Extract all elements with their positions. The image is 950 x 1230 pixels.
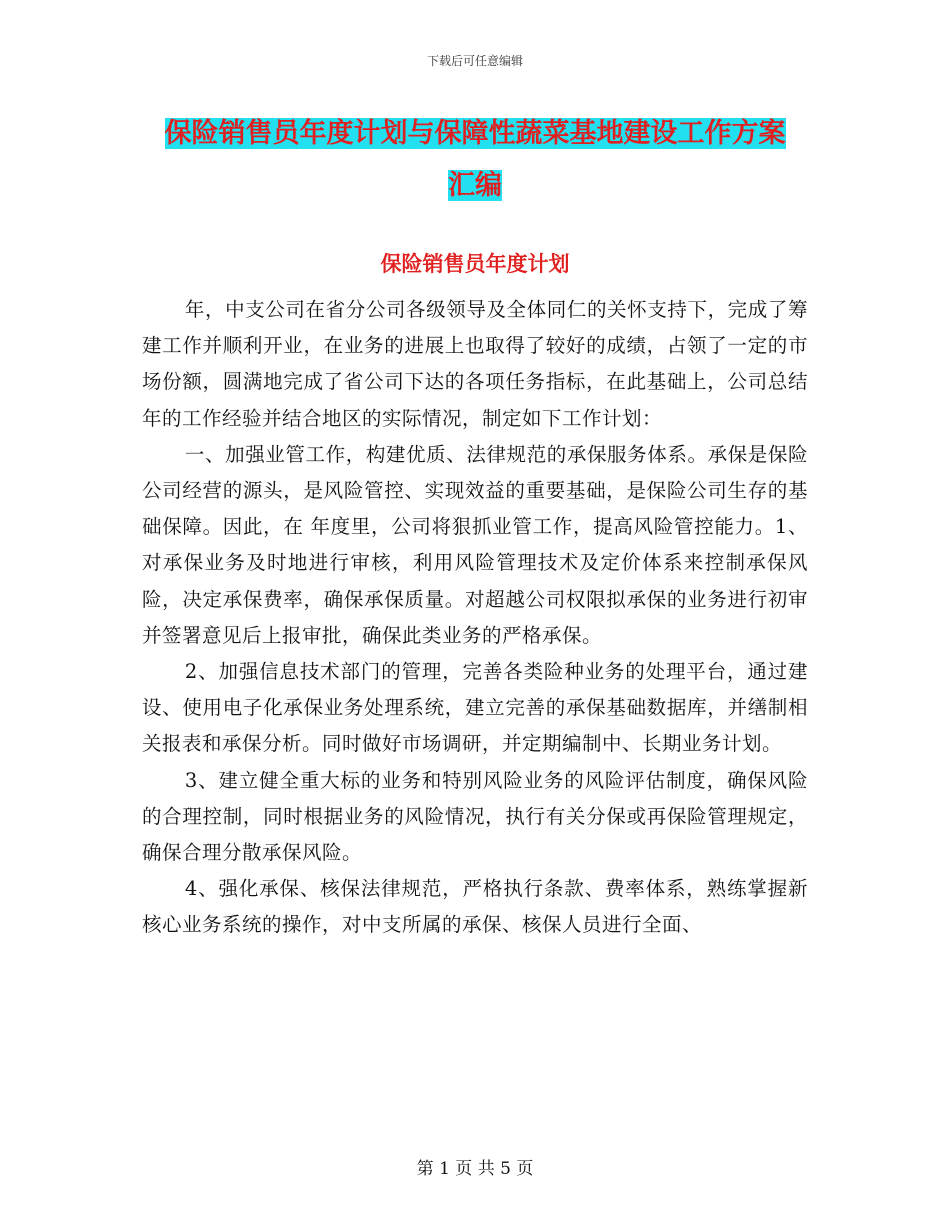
body-paragraph: 2、加强信息技术部门的管理，完善各类险种业务的处理平台，通过建设、使用电子化承保业务处理系统，建立完善的承保基础数据库，并缮制相关报表和承保分析。同时做好市场调研，并定期编制中、长期业务计划。 bbox=[142, 660, 808, 756]
body-paragraph: 年，中支公司在省分公司各级领导及全体同仁的关怀支持下，完成了筹建工作并顺利开业，在业务的进展上也取得了较好的成绩，占领了一定的市场份额，圆满地完成了省公司下达的各项任务指标，在此基础上，公司总结年的工作经验并结合地区的实际情况，制定如下工作计划： bbox=[142, 298, 808, 430]
document-title-line-1: 保险销售员年度计划与保障性蔬菜基地建设工作方案 bbox=[164, 118, 786, 149]
page-header-note: 下载后可任意编辑 bbox=[426, 54, 523, 68]
document-body bbox=[142, 292, 808, 944]
body-paragraph: 4、强化承保、核保法律规范，严格执行条款、费率体系，熟练掌握新核心业务系统的操作，对中支所属的承保、核保人员进行全面、 bbox=[142, 877, 808, 937]
section-title: 保险销售员年度计划 bbox=[380, 251, 570, 276]
document-title bbox=[140, 108, 810, 212]
body-paragraph: 一、加强业管工作，构建优质、法律规范的承保服务体系。承保是保险公司经营的源头，是风险管控、实现效益的重要基础，是保险公司生存的基础保障。因此，在 年度里，公司将狠抓业管工作，提高风险管控能力。1、对承保业务及时地进行审核，利用风险管理技术及定价体系来控制承保风险，决定承保费率，确保承保质量。对超越公司权限拟承保的业务进行初审并签署意见后上报审批，确保此类业务的严格承保。 bbox=[142, 442, 808, 647]
document-title-line-2: 汇编 bbox=[448, 170, 502, 201]
body-paragraph: 3、建立健全重大标的业务和特别风险业务的风险评估制度，确保风险的合理控制，同时根据业务的风险情况，执行有关分保或再保险管理规定，确保合理分散承保风险。 bbox=[142, 768, 808, 865]
page-footer-number: 第 1 页 共 5 页 bbox=[416, 1159, 534, 1179]
